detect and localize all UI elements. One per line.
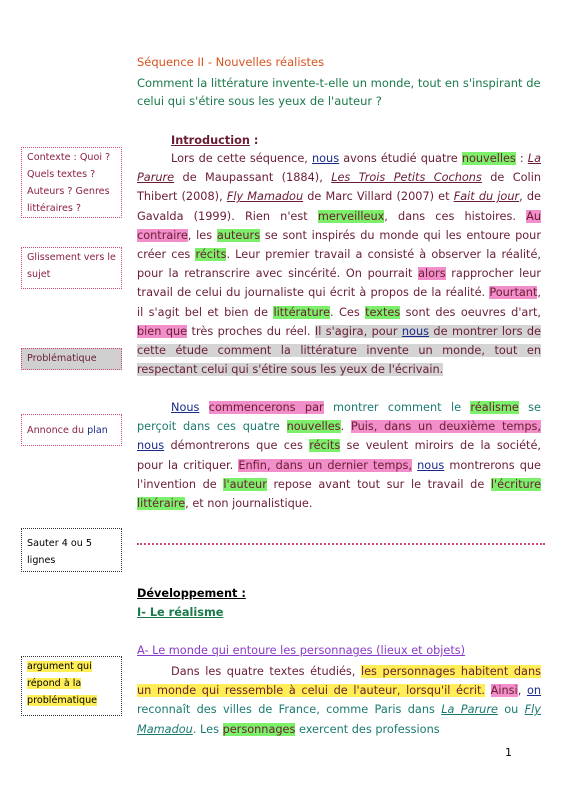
- intro-paragraph-plan: Nous commencerons par montrer comment le réalisme se perçoit dans ces quatre nouvelles. Puis, dans un deuxième temps, nous démontrerons que ces récits se veulent miroirs de la société, pour la critiquer. Enfin, dans un dernier temps, nous montrerons que l'invention de l'auteur repose avant tout sur le travail de l'écriture littéraire, et non journalistique.: [137, 401, 542, 511]
- margin-note-annonce: Annonce du plan: [21, 414, 122, 446]
- development-paragraph: Dans les quatre textes étudiés, les personnages habitent dans un monde qui ressemble à celui de l'auteur, lorsqu'il écrit. Ainsi, on reconnaît des villes de France, comme Paris dans La Parure ou Fly Mamadou. Les personnages exercent des professions: [137, 665, 542, 736]
- margin-note-context: Contexte : Quoi ? Quels textes ? Auteurs ? Genres littéraires ?: [21, 147, 122, 218]
- problem-question: Comment la littérature invente-t-elle un monde, tout en s'inspirant de celui qui s'étire sous les yeux de l'auteur ?: [137, 76, 541, 108]
- page-number: 1: [505, 746, 512, 759]
- introduction-heading: Introduction :: [171, 134, 259, 147]
- margin-note-argument: argument qui répond à la problématique: [21, 656, 122, 716]
- part-one-heading: I- Le réalisme: [137, 606, 224, 619]
- subpart-a-heading: A- Le monde qui entoure les personnages (lieux et objets): [137, 644, 466, 657]
- intro-paragraph-context: Lors de cette séquence, nous avons étudié quatre nouvelles : La Parure de Maupassant (1884), Les Trois Petits Cochons de Colin Thibert (2008), Fly Mamadou de Marc Villard (2007) et Fait du jour, de Gavalda (1999). Rien n'est merveilleux, dans ces histoires. Au contraire, les auteurs se sont inspirés du monde qui les entoure pour créer ces récits. Leur premier travail a consisté à observer la réalité, pour la retranscrire avec sincérité. On pourrait alors rapprocher leur travail de celui du journaliste qui écrit à propos de la réalité. Pourtant, il s'agit bel et bien de littérature. Ces textes sont des oeuvres d'art, bien que très proches du réel. Il s'agira, pour nous de montrer lors de cette étude comment la littérature invente un monde, tout en respectant celui qui s'étire sous les yeux de l'écrivain.: [137, 152, 542, 377]
- margin-note-glissement: Glissement vers le sujet: [21, 247, 122, 289]
- margin-note-sauter: Sauter 4 ou 5 lignes: [21, 528, 122, 572]
- development-heading: Développement :: [137, 587, 246, 600]
- margin-note-problematique: Problématique: [21, 348, 122, 370]
- sequence-title: Séquence II - Nouvelles réalistes: [137, 55, 325, 69]
- section-separator: [137, 543, 545, 545]
